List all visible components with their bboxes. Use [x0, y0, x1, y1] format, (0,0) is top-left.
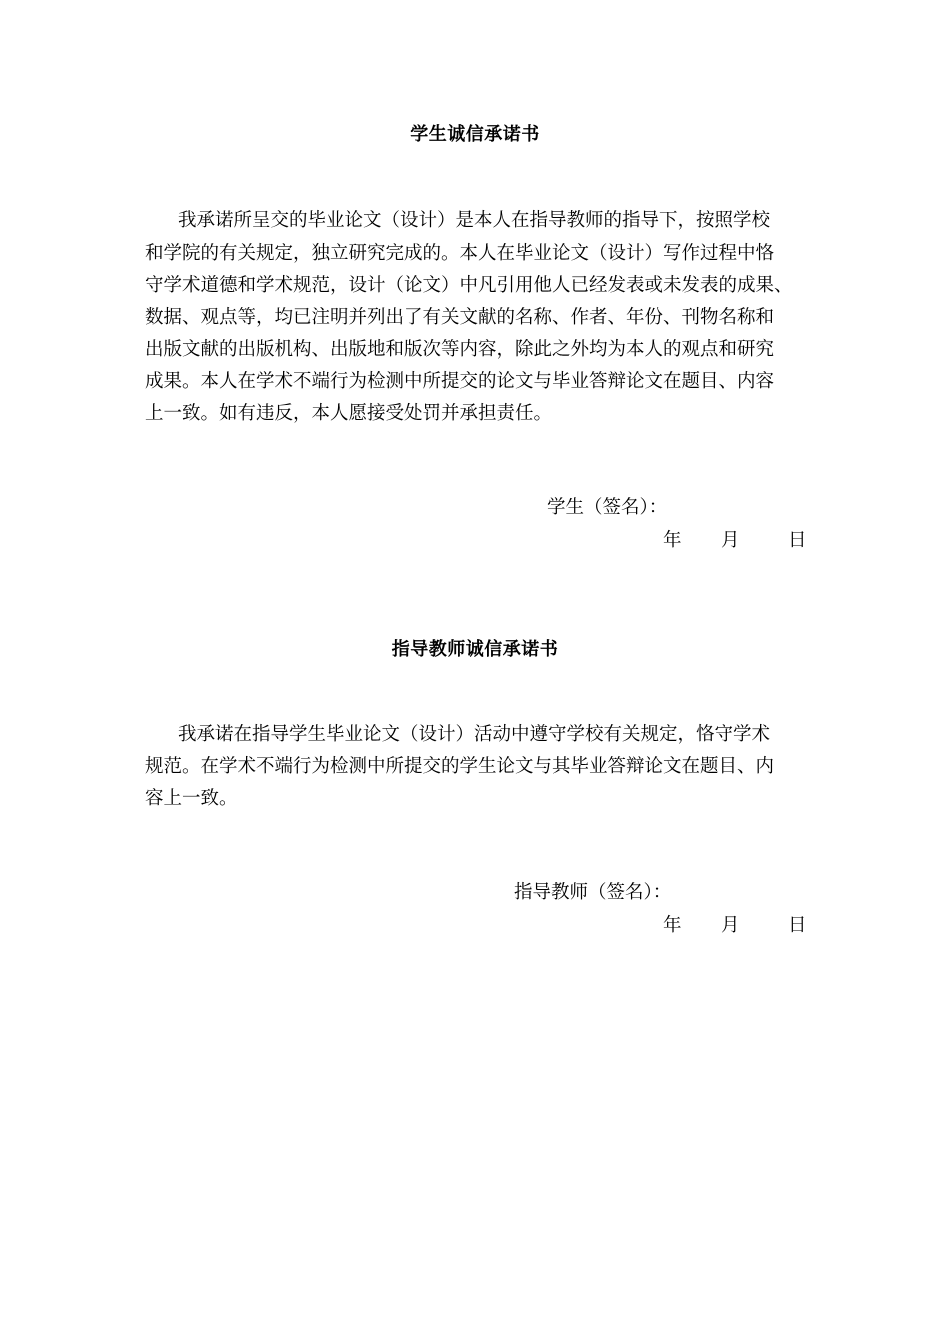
- paragraph-line: 规范。在学术不端行为检测中所提交的学生论文与其毕业答辩论文在题目、内: [145, 756, 775, 777]
- paragraph-line: 我承诺所呈交的毕业论文（设计）是本人在指导教师的指导下，按照学校: [178, 210, 771, 231]
- paragraph-line: 守学术道德和学术规范，设计（论文）中凡引用他人已经发表或未发表的成果、: [145, 275, 793, 296]
- paragraph-line: 成果。本人在学术不端行为检测中所提交的论文与毕业答辩论文在题目、内容: [145, 371, 775, 392]
- teacher-signature-label: 指导教师（签名）：: [514, 882, 672, 903]
- student-signature-label: 学生（签名）：: [547, 497, 668, 518]
- date-day: 日: [788, 915, 807, 936]
- paragraph-line: 我承诺在指导学生毕业论文（设计）活动中遵守学校有关规定，恪守学术: [178, 724, 771, 745]
- date-month: 月: [721, 915, 740, 936]
- date-month: 月: [721, 530, 740, 551]
- paragraph-line: 上一致。如有违反，本人愿接受处罚并承担责任。: [145, 403, 553, 424]
- paragraph-line: 数据、观点等，均已注明并列出了有关文献的名称、作者、年份、刊物名称和: [145, 307, 775, 328]
- teacher-pledge-title: 指导教师诚信承诺书: [391, 639, 559, 660]
- paragraph-line: 容上一致。: [145, 788, 238, 809]
- date-year: 年: [663, 530, 682, 551]
- date-year: 年: [663, 915, 682, 936]
- paragraph-line: 出版文献的出版机构、出版地和版次等内容，除此之外均为本人的观点和研究: [145, 339, 775, 360]
- paragraph-line: 和学院的有关规定，独立研究完成的。本人在毕业论文（设计）写作过程中恪: [145, 243, 775, 264]
- student-pledge-title: 学生诚信承诺书: [410, 124, 540, 145]
- date-day: 日: [788, 530, 807, 551]
